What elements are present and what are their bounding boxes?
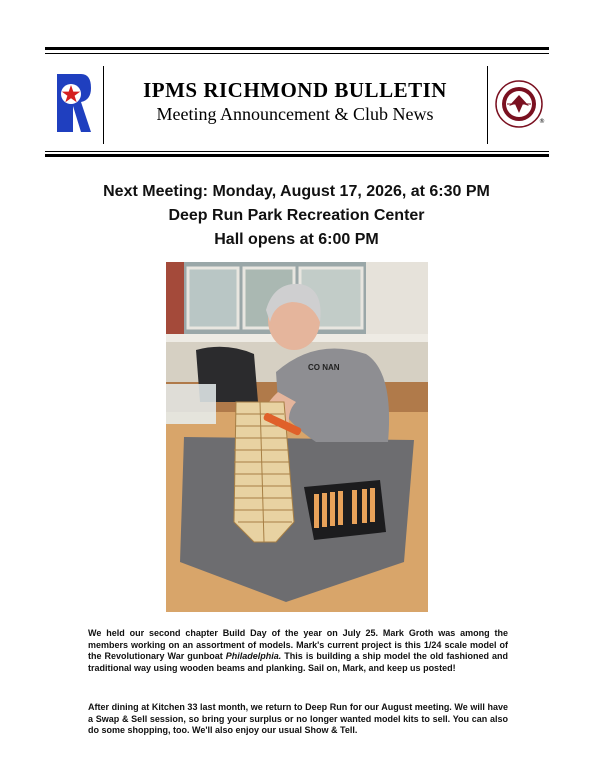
august-meeting-paragraph: After dining at Kitchen 33 last month, we return to Deep Run for our August meeting. We will have a Swap & Sell session, so bring your surplus or no longer wanted model kits to sell. You can also do some shopping, too. We'll also enjoy our usual Show & Tell. <box>88 702 508 736</box>
meeting-date-line: Next Meeting: Monday, August 17, 2026, at 6:30 PM <box>103 183 490 200</box>
hall-open-line: Hall opens at 6:00 PM <box>214 231 379 248</box>
header-bottom-rule <box>45 154 549 157</box>
bulletin-title: IPMS RICHMOND BULLETIN <box>143 78 447 102</box>
build-day-text-2: This is building a ship model the old fashioned and traditional way using wooden beams and planking. Sail on, Mark, and keep us posted! <box>88 651 508 673</box>
build-day-photo <box>166 262 428 612</box>
shirt-text: CO NAN <box>308 363 340 372</box>
build-day-text-1: We held our second chapter Build Day of the year on July 25. Mark Groth was among the members working on an assortment of models. Mark's current project is this 1/24 scale model of the Revolutionary War gunboat <box>88 628 508 662</box>
build-day-paragraph <box>88 628 508 674</box>
gunboat-name: Philadelphia. <box>225 651 282 662</box>
build-day-photo-illustration <box>166 262 428 612</box>
header-divider-left <box>103 66 104 144</box>
ipms-richmond-logo-icon <box>57 74 91 132</box>
meeting-venue-line: Deep Run Park Recreation Center <box>168 207 425 224</box>
ipms-usa-seal-icon <box>495 80 543 128</box>
header-top-rule-thin <box>45 53 549 54</box>
header-divider-right <box>487 66 488 144</box>
registered-mark: ® <box>539 118 545 125</box>
header-bottom-rule-thin <box>45 151 549 152</box>
bulletin-subtitle: Meeting Announcement & Club News <box>156 104 434 124</box>
bulletin-header <box>45 60 549 150</box>
header-top-rule <box>45 47 549 50</box>
